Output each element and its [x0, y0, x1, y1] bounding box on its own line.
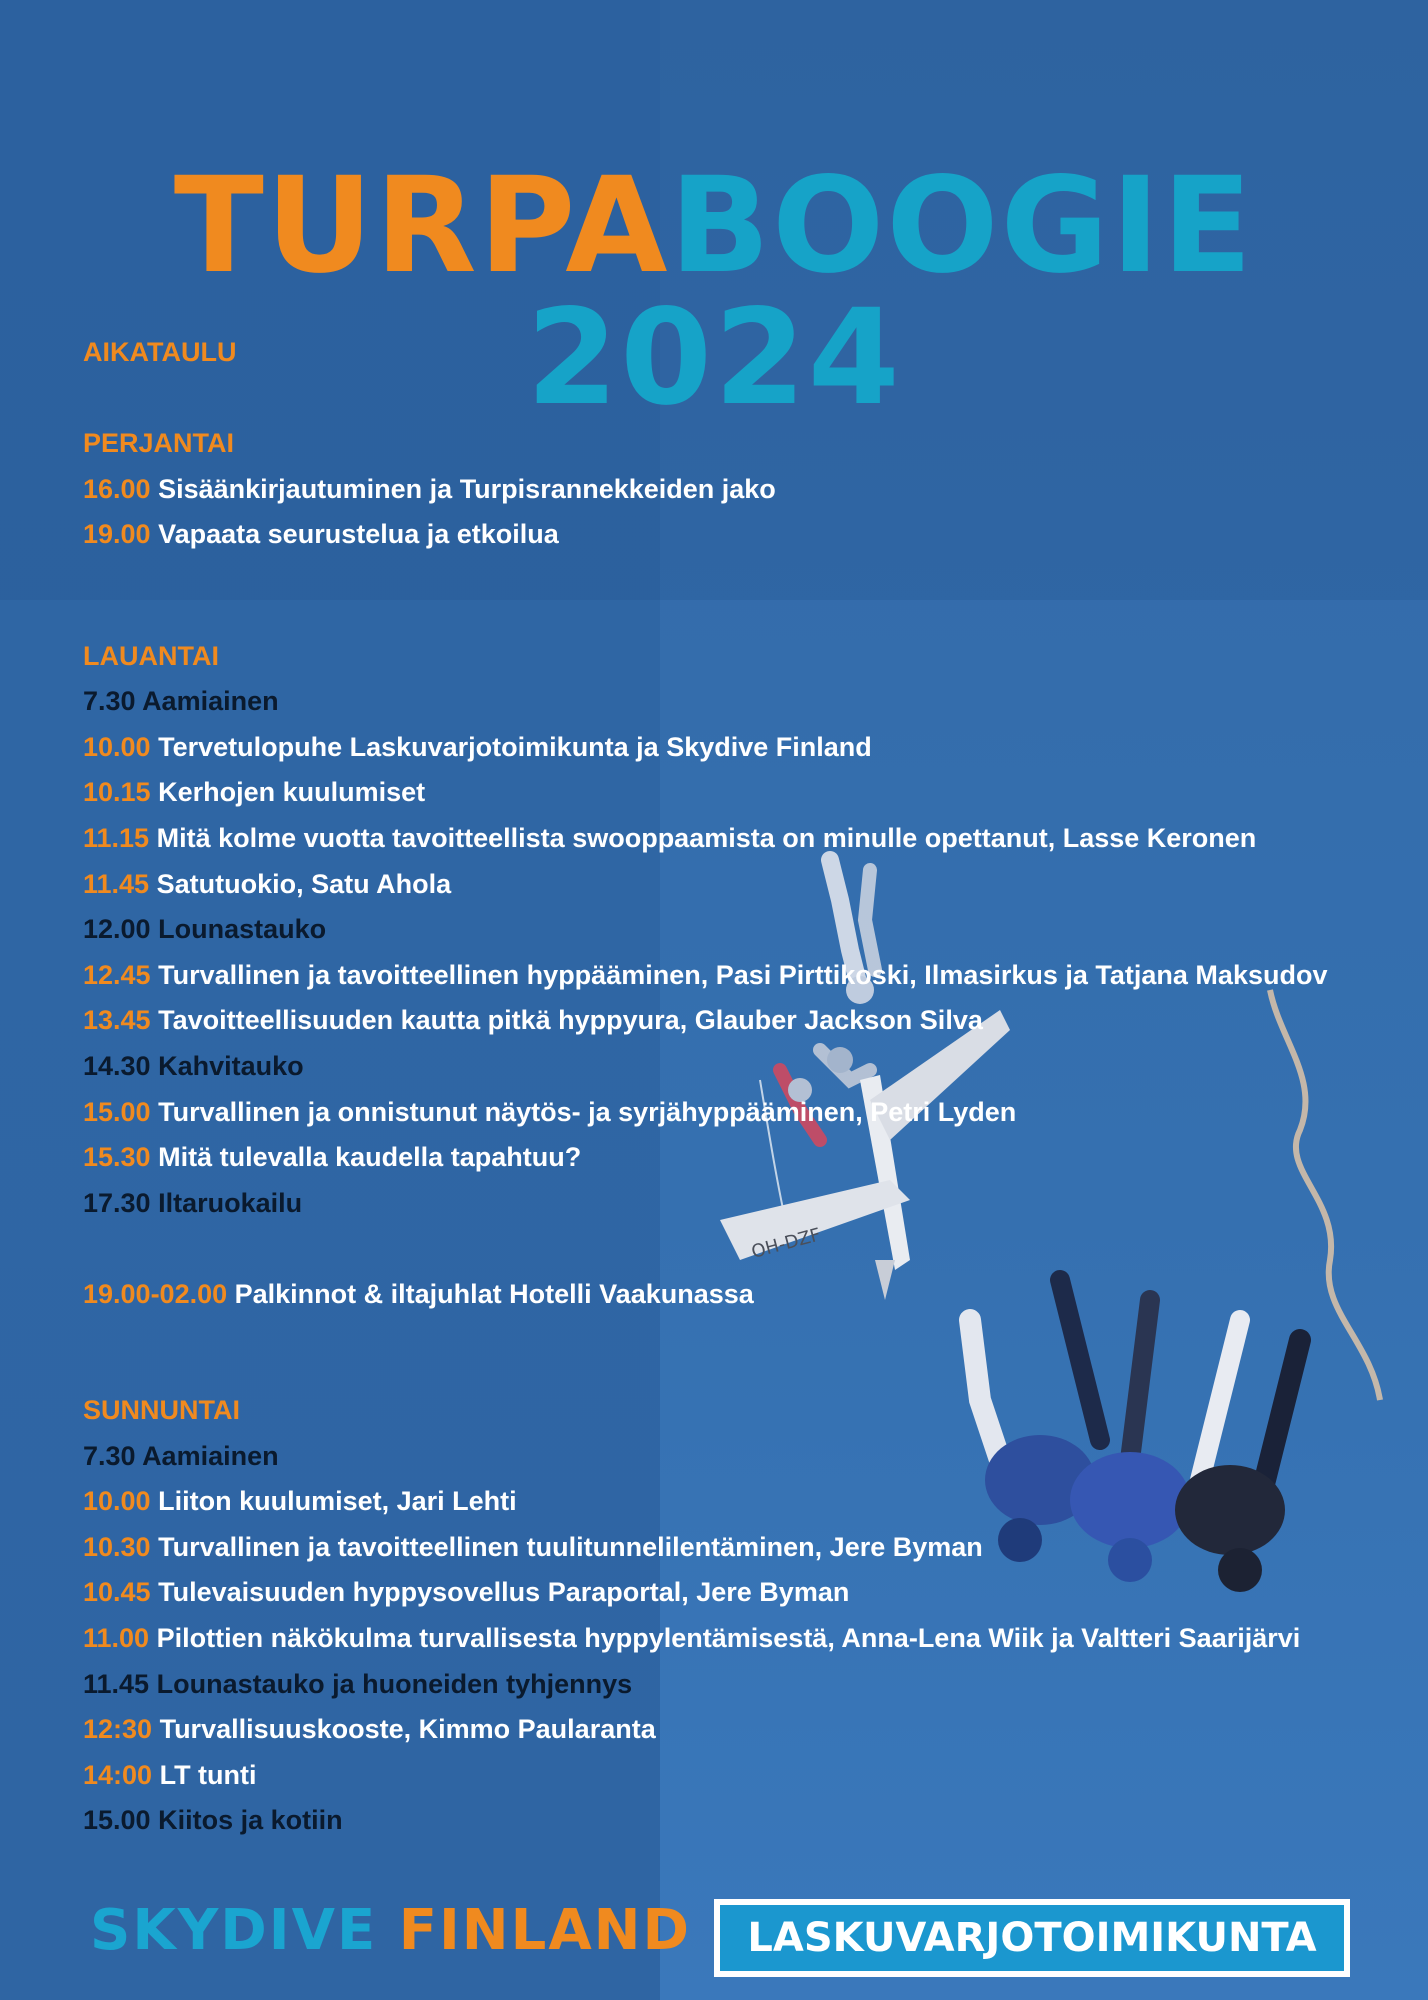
- item-text: Kiitos ja kotiin: [158, 1805, 343, 1836]
- item-text: Mitä kolme vuotta tavoitteellista swooppaamista on minulle opettanut, Lasse Keronen: [156, 822, 1257, 853]
- item-text: Tulevaisuuden hyppysovellus Paraportal, Jere Byman: [158, 1577, 850, 1608]
- item-time: 17.30: [83, 1187, 151, 1218]
- item-time: 19.00-02.00: [83, 1278, 228, 1309]
- schedule-item: [83, 1181, 1423, 1227]
- plane-registration: OH-DZF: [749, 1224, 824, 1263]
- item-text: LT tunti: [159, 1759, 257, 1790]
- schedule-item: [83, 998, 1423, 1044]
- item-text: Turvallisuuskooste, Kimmo Paularanta: [159, 1714, 656, 1745]
- item-text: Tervetulopuhe Laskuvarjotoimikunta ja Skydive Finland: [158, 731, 872, 762]
- schedule-item: [83, 1090, 1423, 1136]
- schedule-item: [83, 512, 1423, 558]
- item-time: 12:30: [83, 1714, 153, 1745]
- schedule-heading: AIKATAULU: [83, 337, 237, 367]
- schedule-item: [83, 816, 1423, 862]
- item-time: 12.45: [83, 959, 151, 990]
- item-time: 14:00: [83, 1759, 153, 1790]
- item-time: 11.15: [83, 822, 150, 853]
- schedule-item: [83, 1479, 1423, 1525]
- item-text: Turvallinen ja tavoitteellinen tuulitunnelilentäminen, Jere Byman: [158, 1531, 983, 1562]
- item-text: Palkinnot & iltajuhlat Hotelli Vaakunassa: [234, 1278, 754, 1309]
- schedule-item: [83, 862, 1423, 908]
- schedule-item: [83, 907, 1423, 953]
- schedule-item: [83, 1044, 1423, 1090]
- schedule-item: [83, 770, 1423, 816]
- schedule-item: [83, 679, 1423, 725]
- schedule-item: [83, 953, 1423, 999]
- item-text: Turvallinen ja onnistunut näytös- ja syrjähyppääminen, Petri Lyden: [158, 1096, 1017, 1127]
- schedule-item: [83, 1570, 1423, 1616]
- title-part-boogie: BOOGIE: [669, 149, 1255, 303]
- logo-skydive: SKYDIVE: [90, 1898, 378, 1963]
- item-time: 12.00: [83, 914, 151, 945]
- item-time: 19.00: [83, 519, 151, 550]
- item-text: Tavoitteellisuuden kautta pitkä hyppyura, Glauber Jackson Silva: [158, 1005, 983, 1036]
- item-time: 13.45: [83, 1005, 151, 1036]
- item-text: Kerhojen kuulumiset: [158, 777, 426, 808]
- schedule-item: [83, 1616, 1423, 1662]
- item-time: 11.45: [83, 868, 150, 899]
- item-time: 11.00: [83, 1623, 150, 1654]
- item-time: 10.00: [83, 1486, 151, 1517]
- item-text: Iltaruokailu: [158, 1187, 303, 1218]
- schedule-item-evening: [83, 1272, 1423, 1318]
- item-text: Sisäänkirjautuminen ja Turpisrannekkeiden jako: [158, 473, 776, 504]
- logo-finland: FINLAND: [398, 1898, 692, 1963]
- schedule-item: [83, 467, 1423, 513]
- item-time: 7.30: [83, 1440, 136, 1471]
- item-time: 15.00: [83, 1096, 151, 1127]
- title-part-turpa: TURPA: [173, 149, 670, 303]
- title-part-year: 2024: [526, 281, 902, 435]
- schedule-item: [83, 1798, 1423, 1844]
- item-text: Aamiainen: [142, 686, 279, 717]
- item-text: Lounastauko: [158, 914, 327, 945]
- item-time: 10.30: [83, 1531, 151, 1562]
- item-time: 10.00: [83, 731, 151, 762]
- schedule-item: [83, 1135, 1423, 1181]
- item-text: Lounastauko ja huoneiden tyhjennys: [156, 1668, 633, 1699]
- skydive-finland-logo: [90, 1898, 691, 1963]
- item-time: 15.00: [83, 1805, 151, 1836]
- friday-heading: PERJANTAI: [83, 428, 235, 459]
- item-text: Satutuokio, Satu Ahola: [156, 868, 452, 899]
- item-text: Liiton kuulumiset, Jari Lehti: [158, 1486, 517, 1517]
- item-time: 10.15: [83, 777, 151, 808]
- item-text: Kahvitauko: [158, 1050, 304, 1081]
- item-time: 11.45: [83, 1668, 150, 1699]
- item-time: 10.45: [83, 1577, 151, 1608]
- schedule-item: [83, 1707, 1423, 1753]
- item-text: Aamiainen: [142, 1440, 279, 1471]
- schedule-item: [83, 725, 1423, 771]
- item-text: Pilottien näkökulma turvallisesta hyppylentämisestä, Anna-Lena Wiik ja Valtteri Saarijärvi: [156, 1623, 1301, 1654]
- item-text: Mitä tulevalla kaudella tapahtuu?: [158, 1142, 582, 1173]
- sunday-heading: SUNNUNTAI: [83, 1395, 240, 1426]
- schedule: [83, 330, 1423, 1844]
- saturday-heading: LAUANTAI: [83, 640, 219, 671]
- schedule-item: [83, 1753, 1423, 1799]
- item-time: 16.00: [83, 473, 151, 504]
- schedule-item: [83, 1525, 1423, 1571]
- item-text: Vapaata seurustelua ja etkoilua: [158, 519, 559, 550]
- item-text: Turvallinen ja tavoitteellinen hyppääminen, Pasi Pirttikoski, Ilmasirkus ja Tatjana Maksudov: [158, 959, 1328, 990]
- item-time: 14.30: [83, 1050, 151, 1081]
- item-time: 15.30: [83, 1142, 151, 1173]
- laskuvarjotoimikunta-logo: LASKUVARJOTOIMIKUNTA: [714, 1899, 1350, 1977]
- schedule-item: [83, 1662, 1423, 1708]
- item-time: 7.30: [83, 686, 136, 717]
- schedule-item: [83, 1434, 1423, 1480]
